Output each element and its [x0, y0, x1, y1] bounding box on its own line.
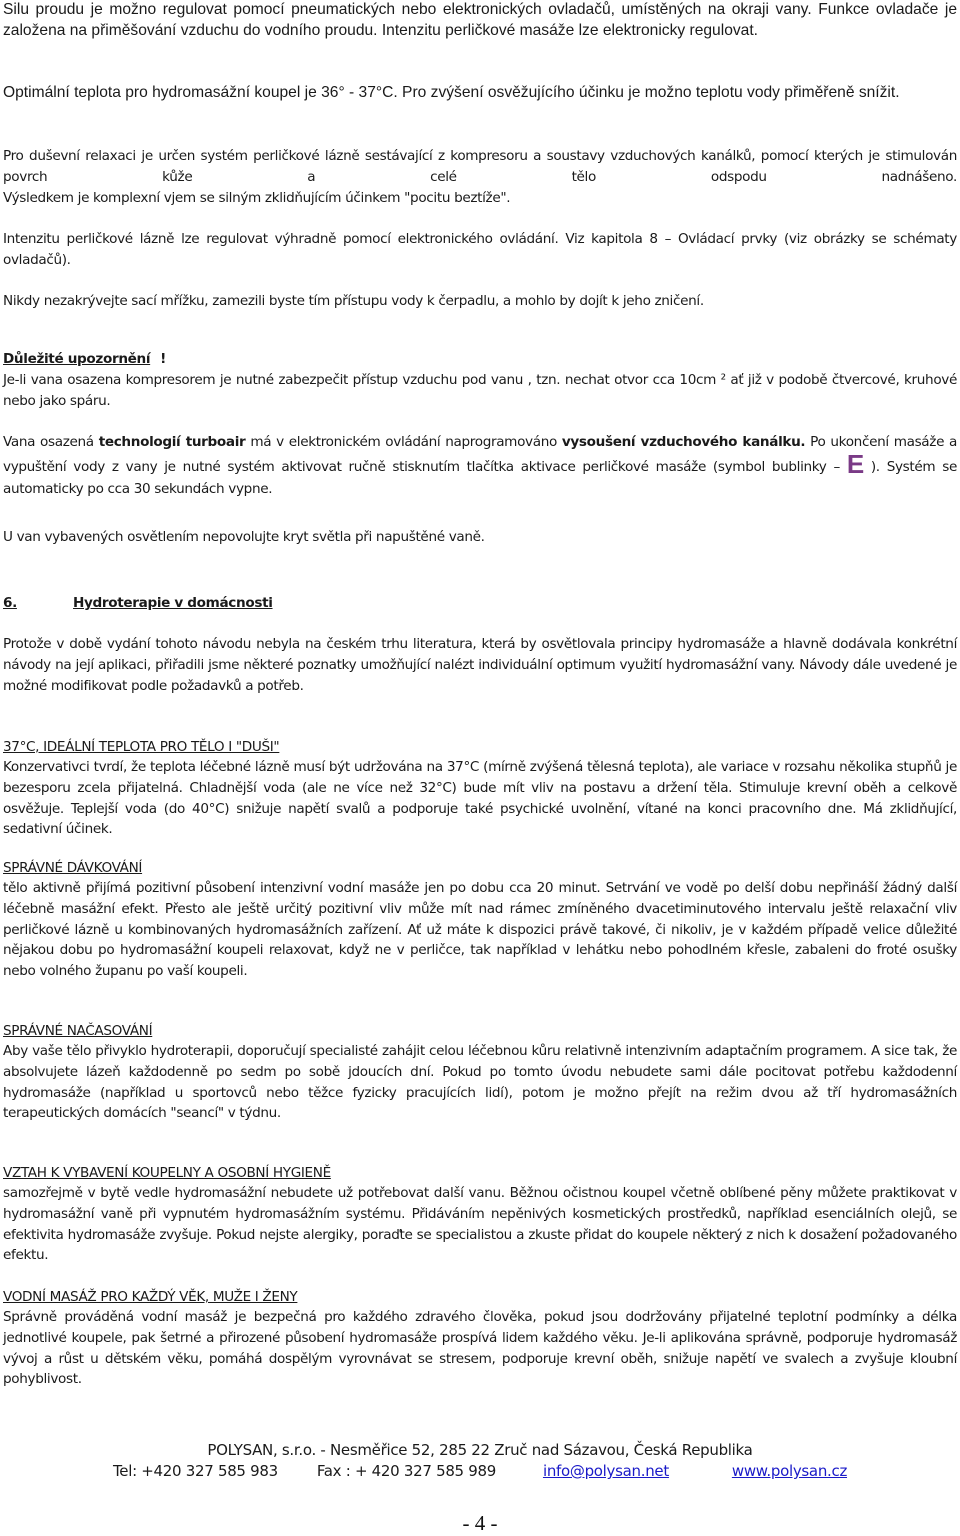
section-intro: Protože v době vydání tohoto návodu nebyla na českém trhu literatura, která by osvětlovala principy hydromasáže a hlavně dodávala konkrétní návody na její aplikaci, přiřadili jsme některé poznatky umožňující nalézt individuální optimum využití hydromasážní vany. Návody dále uvedené je možné modifikovat podle požadavků a potřeb.: [3, 636, 957, 694]
warning-text: Je-li vana osazena kompresorem je nutné zabezpečit přístup vzduchu pod vanu , tzn. nechat otvor cca 10cm ² ať již v podobě čtvercové, kruhové nebo jako spáru.: [3, 371, 957, 409]
page-number: - 4 -: [462, 1511, 498, 1535]
section-heading: [3, 593, 957, 614]
subsection-heading: SPRÁVNÉ DÁVKOVÁNÍ: [3, 860, 143, 876]
turboair-text-4: ). Systém se automaticky po cca 30 sekundách vypne.: [3, 458, 957, 497]
turboair-dry-label: vysoušení vzduchového kanálku.: [561, 434, 806, 450]
warning-title: Důležité upozornění: [3, 351, 151, 367]
warning-block: [3, 349, 957, 411]
subsection-text: Konzervativci tvrdí, že teplota léčebné lázně musí být udržována na 37°C (mírně zvýšená tělesná teplota), ale variace v rozsahu několika stupňů je bezesporu zcela přijatelná. Chladnější voda (ale ne více než 32°C) bude mít vliv na postavu a držení těla. Stimuluje krevní oběh a celkově osvěžuje. Teplejší voda (do 40°C) snižuje napětí svalů a podporuje také psychické uvolnění, vítané na konci pracovního dne. Má zklidňující, sedativní účinek.: [3, 759, 957, 838]
relaxation-result: Výsledkem je komplexní vjem se silným zklidňujícím účinkem "pocitu beztíže".: [3, 189, 511, 206]
section-number: 6.: [3, 595, 17, 611]
warning-heading: [3, 349, 957, 370]
turboair-text-2: má v elektronickém ovládání naprogramováno: [245, 434, 562, 450]
paragraph-relaxation: [3, 146, 957, 208]
paragraph-turboair: [3, 432, 957, 500]
paragraph-optimal-temperature: Optimální teplota pro hydromasážní koupel je 36° - 37°C. Pro zvýšení osvěžujícího účinku je možno teplotu vody přiměřeně snížit.: [3, 84, 900, 101]
relaxation-text: Pro duševní relaxaci je určen systém perličkové lázně sestávající z kompresoru a soustavy vzduchových kanálků, pomocí kterých je stimulován povrch kůže a celé tělo odspodu nadnášeno.: [3, 148, 957, 185]
subsection-dosage: [3, 858, 957, 982]
paragraph-suction-warning: Nikdy nezakrývejte sací mřížku, zamezili byste tím přístupu vody k čerpadlu, a mohlo by dojít k jeho zničení.: [3, 293, 704, 309]
footer-fax: Fax : + 420 327 585 989: [316, 1462, 497, 1480]
subsection-text: Správně prováděná vodní masáž je bezpečná pro každého zdravého člověka, pokud jsou dodržovány přijatelné teplotní podmínky a délka jednotlivé koupele, pak šetrné a přirozené působení hydromasáže prospívá lidem každého věku. Je-li aplikována správně, podporuje hydromasáž vývoj a růst u dětském věku, pomáhá dospělým vyrovnávat se stresem, podporuje krevní oběh, snižuje napětí ve svalech a zvyšuje kloubní pohyblivost.: [3, 1309, 957, 1388]
section-title: Hydroterapie v domácnosti: [73, 595, 273, 611]
warning-mark: !: [160, 351, 166, 367]
subsection-text: samozřejmě v bytě vedle hydromasážní nebudete už potřebovat další vanu. Běžnou očistnou koupel včetně oblíbené pěny můžete praktikovat v hydromasážní vaně při vypnutém hydromasážním systému. Přidáváním nepěnivých kosmetických prostředků, například esenciálních olejů, se efektivita hydromasáže zvyšuje. Pokud nejste alergiky, poraďte se specialistou a zkuste přidat do koupele některý z nich k dosažení požadovaného efektu.: [3, 1185, 957, 1264]
subsection-heading: VODNÍ MASÁŽ PRO KAŽDÝ VĚK, MUŽE I ŽENY: [3, 1289, 298, 1305]
footer-website-link[interactable]: www.polysan.cz: [731, 1462, 848, 1480]
subsection-text: tělo aktivně přijímá pozitivní působení intenzivní vodní masáže jen po dobu cca 20 minut. Setrvání ve vodě po delší dobu nepřináší žádný další léčebně masážní efekt. Přesto ale ještě určitý pozitivní vliv může mít nad rámec zmíněného dvacetiminutového intervalu ještě relaxační vliv perličkové lázně u kombinovaných hydromasážních zařízení. Ať už máte k dispozici právě takové, či nikoliv, je v každém případě velice důležité nějakou dobu po hydromasážní koupeli relaxovat, když ne v perličce, tak například v lehátku nebo pohodlném křesle, zabaleni do froté osušky nebo volného županu po vaší koupeli.: [3, 880, 957, 980]
subsection-temperature: [3, 737, 957, 840]
bubble-symbol-icon: E: [846, 448, 864, 479]
turboair-text-1: Vana osazená: [3, 434, 99, 450]
subsection-heading: 37°C, IDEÁLNÍ TEPLOTA PRO TĚLO I "DUŠI": [3, 739, 280, 755]
footer-email-link[interactable]: info@polysan.net: [542, 1462, 669, 1480]
subsection-bathroom: [3, 1163, 957, 1266]
paragraph-jet-control: Silu proudu je možno regulovat pomocí pneumatických nebo elektronických ovladačů, umístěných na okraji vany. Funkce ovladače je založena na přiměšování vzduchu do vodního proudu. Intenzitu perličkové masáže lze elektronicky regulovat.: [3, 1, 957, 39]
subsection-timing: [3, 1021, 957, 1124]
turboair-text-3: Po ukončení masáže a vypuštění vody z vany je nutné systém aktivovat ručně stisknutím tlačítka aktivace perličkové masáže (symbol bublinky –: [3, 434, 957, 475]
footer-contacts: [0, 1462, 960, 1480]
subsection-all-ages: [3, 1287, 957, 1390]
subsection-heading: VZTAH K VYBAVENÍ KOUPELNY A OSOBNÍ HYGIENĚ: [3, 1165, 331, 1181]
paragraph-light-cover: U van vybavených osvětlením nepovolujte kryt světla při napuštěné vaně.: [3, 529, 485, 545]
paragraph-bubble-intensity: Intenzitu perličkové lázně lze regulovat výhradně pomocí elektronického ovládání. Viz kapitola 8 – Ovládací prvky (viz obrázky se schématy ovladačů).: [3, 231, 957, 268]
subsection-heading: SPRÁVNÉ NAČASOVÁNÍ: [3, 1023, 153, 1039]
subsection-text: Aby vaše tělo přivyklo hydroterapii, doporučují specialisté zahájit celou léčebnou kůru relativně intenzivním adaptačním programem. A sice tak, že absolvujete lázeň každodenně po sedm po sobě jdoucích dní. Pokud po tomto úvodu nebudete sami dále pocitovat potřebu každodenní hydromasáže (například u sportovců nebo těžce fyzicky pracujících lidí), potom je možno přejít na režim dvou až tří hydromasážních terapeutických domácích "seancí" v týdnu.: [3, 1043, 957, 1122]
footer-phone: Tel: +420 327 585 983: [112, 1462, 278, 1480]
turboair-tech-label: technologií turboair: [98, 434, 246, 450]
footer-company: POLYSAN, s.r.o. - Nesměřice 52, 285 22 Zruč nad Sázavou, Česká Republika: [207, 1441, 753, 1459]
